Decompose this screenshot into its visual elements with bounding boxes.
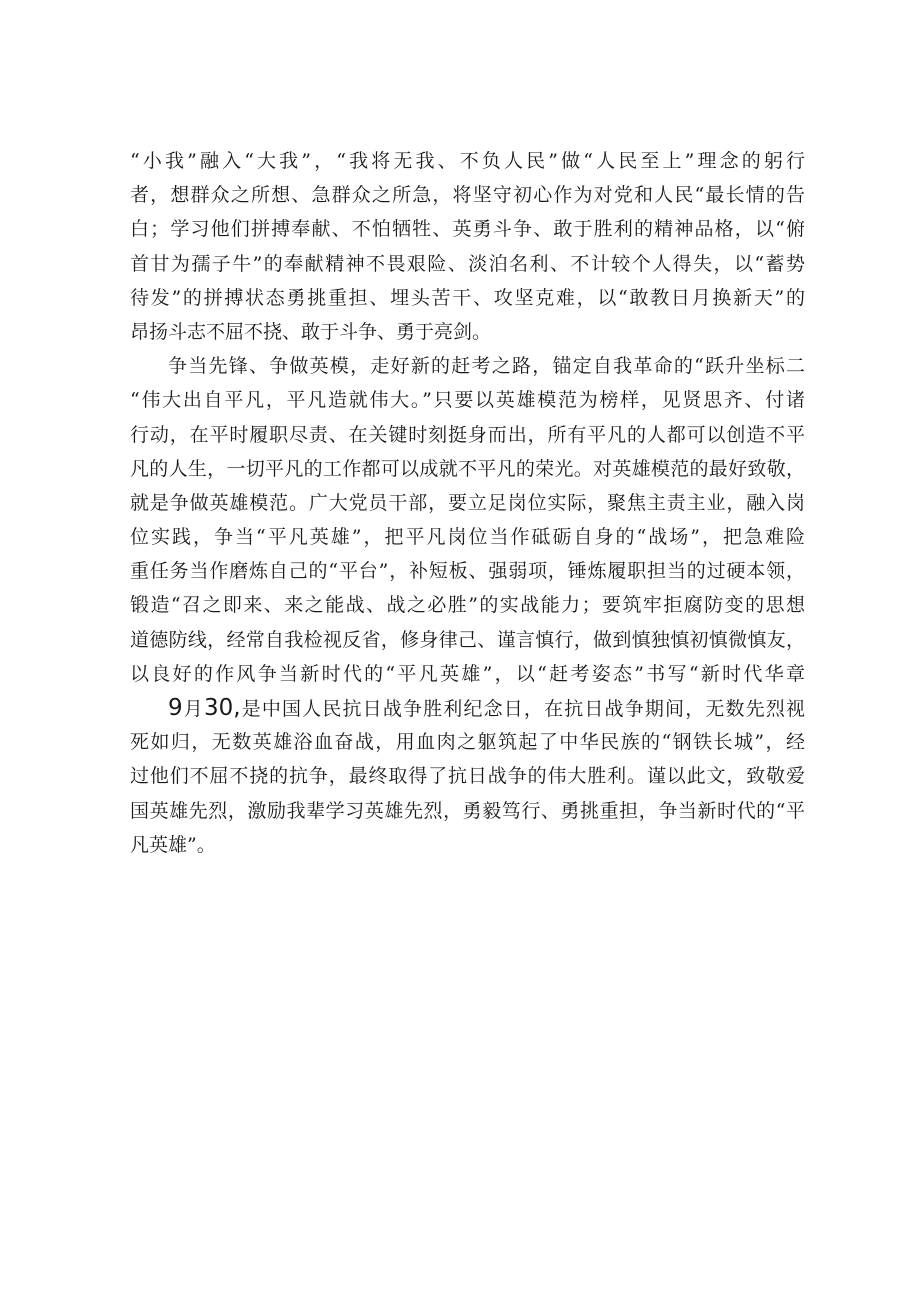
text-line: 死如归，无数英雄浴血奋战，用血肉之躯筑起了中华民族的“钢铁长城”，经 xyxy=(130,731,805,754)
text-line: 白；学习他们拼搏奉献、不怕牺牲、英勇斗争、敢于胜利的精神品格，以“俯 xyxy=(130,218,805,241)
text-line: 首甘为孺子牛”的奉献精神不畏艰险、淡泊名利、不计较个人得失，以“蓄势 xyxy=(130,252,805,275)
text-line: 争当先锋、争做英模，走好新的赶考之路，锚定自我革命的“跃升坐标二 xyxy=(168,355,805,378)
text-line: 过他们不屈不挠的抗争，最终取得了抗日战争的伟大胜利。谨以此文，致敬爱 xyxy=(130,765,805,788)
text-line: 凡英雄”。 xyxy=(130,833,216,856)
text-line: 待发”的拼搏状态勇挑重担、埋头苦干、攻坚克难，以“敢教日月换新天”的 xyxy=(130,286,805,309)
text-line: 位实践，争当“平凡英雄”，把平凡岗位当作砥砺自身的“战场”，把急难险 xyxy=(130,526,805,549)
text-line: 者，想群众之所想、急群众之所急，将坚守初心作为对党和人民“最长情的告 xyxy=(130,184,805,207)
text-line: 国英雄先烈，激励我辈学习英雄先烈，勇毅笃行、勇挑重担，争当新时代的“平 xyxy=(130,799,805,822)
paragraph-2 xyxy=(130,349,805,691)
text-line: 道德防线，经常自我检视反省，修身律己、谨言慎行，做到慎独慎初慎微慎友， xyxy=(130,628,805,651)
paragraph-3 xyxy=(130,691,805,862)
text-line: 行动，在平时履职尽责、在关键时刻挺身而出，所有平凡的人都可以创造不平 xyxy=(130,423,805,446)
text-line: 就是争做英雄模范。广大党员干部，要立足岗位实际，聚焦主责主业，融入岗 xyxy=(130,491,805,514)
text-line: 重任务当作磨炼自己的“平台”，补短板、强弱项，锤炼履职担当的过硬本领， xyxy=(130,560,805,583)
paragraph-1 xyxy=(130,144,805,349)
document-body xyxy=(130,144,805,862)
date-month: 9 xyxy=(168,695,183,721)
text-line: 凡的人生，一切平凡的工作都可以成就不平凡的荣光。对英雄模范的最好致敬， xyxy=(130,457,805,480)
date-month-char: 月 xyxy=(182,698,204,720)
text-line: 昂扬斗志不屈不挠、敢于斗争、勇于亮剑。 xyxy=(130,320,492,343)
text-line: “伟大出自平凡，平凡造就伟大。”只要以英雄模范为榜样，见贤思齐、付诸 xyxy=(130,389,805,412)
text-line-rest: 是中国人民抗日战争胜利纪念日，在抗日战争期间，无数先烈视 xyxy=(240,698,805,720)
text-line: 以良好的作风争当新时代的“平凡英雄”，以“赶考姿态”书写“新时代华章 xyxy=(130,662,805,685)
date-day: 30, xyxy=(203,695,241,721)
text-line xyxy=(130,691,805,725)
text-line: “小我”融入“大我”，“我将无我、不负人民”做“人民至上”理念的躬行 xyxy=(130,150,805,172)
text-line: 锻造“召之即来、来之能战、战之必胜”的实战能力；要筑牢拒腐防变的思想 xyxy=(130,594,805,617)
